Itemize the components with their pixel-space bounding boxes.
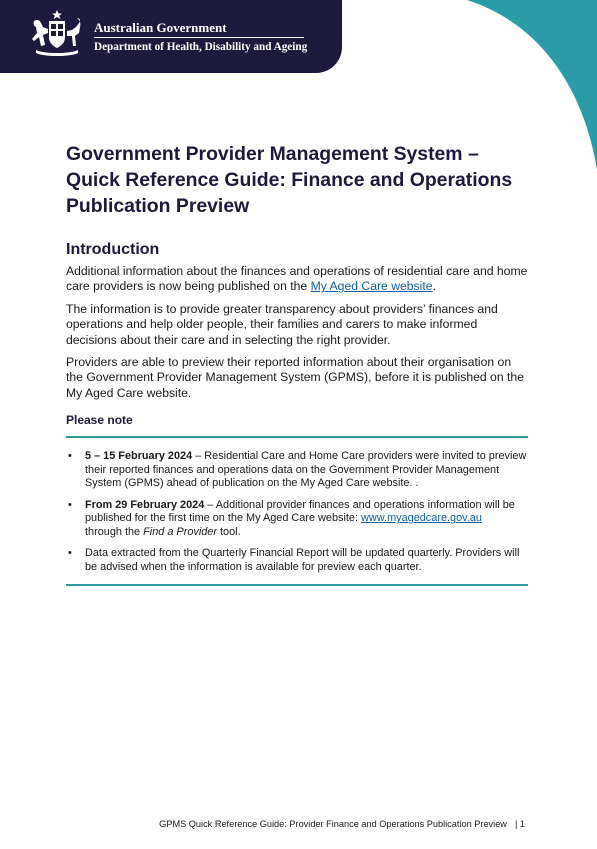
government-name: Australian Government [94,20,227,35]
intro-paragraph-1 [66,264,528,295]
intro-paragraph-1-text: Additional information about the finances and operations of residential care and home care providers is now being published on the [66,264,528,294]
note-box [66,436,528,586]
note-item-1-text: – Residential Care and Home Care providers were invited to preview their reported finances and operations data on the Government Provider Management System (GPMS) ahead of publication on the My Aged Care website. . [85,450,527,490]
coat-of-arms-icon [28,9,86,59]
note-item-3-text: Data extracted from the Quarterly Financial Report will be updated quarterly. Providers will be advised when the information is available for preview each quarter. [85,547,520,573]
please-note-heading: Please note [66,413,133,428]
section-heading-introduction: Introduction [66,241,160,258]
header-divider [94,37,304,38]
bullet-icon: • [68,450,72,463]
note-item-2 [66,499,528,540]
intro-paragraph-2: The information is to provide greater transparency about providers’ finances and operations and help older people, their families and carers to make informed decisions about their care and in selecting the right provider. [66,301,498,347]
document-title: Government Provider Management System – Quick Reference Guide: Finance and Operations Publication Preview [66,143,513,217]
note-item-2-end: tool. [217,525,241,538]
note-item-3 [66,547,528,574]
intro-paragraph-1-end: . [432,279,436,294]
note-item-2-text: – Additional provider finances and operations information will be published for the first time on the My Aged Care website: [85,498,515,525]
department-name: Department of Health, Disability and Ageing [94,41,308,53]
myagedcare-url-link[interactable]: www.myagedcare.gov.au [361,512,482,525]
main-content [66,141,528,586]
bullet-icon: • [68,547,72,560]
my-aged-care-website-link[interactable]: My Aged Care website [310,279,433,294]
find-a-provider-tool-name: Find a Provider [143,525,217,538]
page-footer [159,819,525,829]
bullet-icon: • [68,498,72,511]
note-item-2-date: From 29 February 2024 [85,498,205,511]
note-item-2-mid: through the [85,525,144,538]
page-number: | 1 [514,819,525,829]
note-item-1 [66,450,528,491]
footer-text: GPMS Quick Reference Guide: Provider Finance and Operations Publication Preview [159,819,507,829]
note-item-1-date: 5 – 15 February 2024 [85,450,193,463]
intro-paragraph-3: Providers are able to preview their reported information about their organisation on the Government Provider Management System (GPMS), before it is published on the My Aged Care website. [66,355,524,400]
